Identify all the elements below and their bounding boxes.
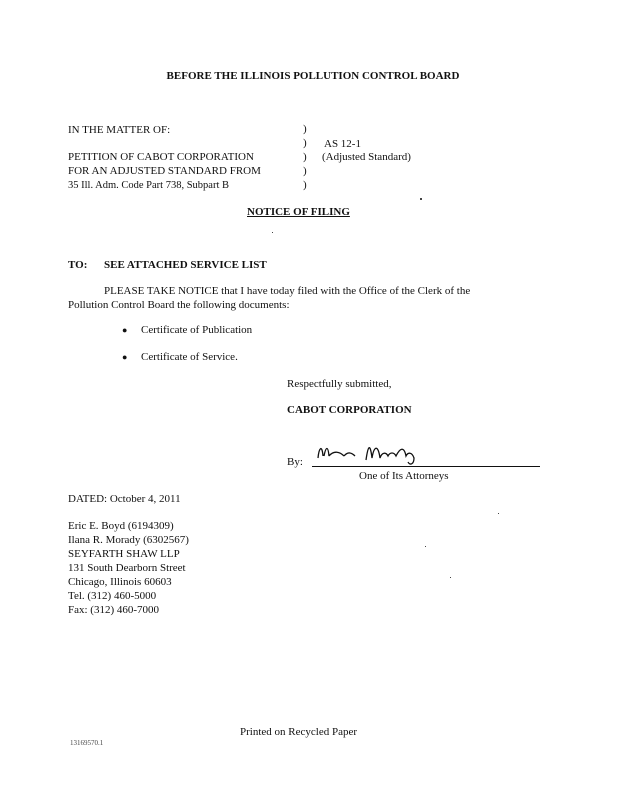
document-item-2: Certificate of Service. xyxy=(141,351,238,363)
caption-paren-5: ) xyxy=(303,179,307,191)
attorney-phone: Tel. (312) 460-5000 xyxy=(68,590,157,602)
scan-speck xyxy=(272,232,273,233)
attorney-firm: SEYFARTH SHAW LLP xyxy=(68,548,180,560)
attorney-fax: Fax: (312) 460-7000 xyxy=(68,604,160,616)
scan-speck xyxy=(498,513,499,514)
case-type: (Adjusted Standard) xyxy=(322,151,411,163)
petition-line-2: FOR AN ADJUSTED STANDARD FROM xyxy=(68,165,261,177)
caption-paren-1: ) xyxy=(303,123,307,135)
signature-by-label: By: xyxy=(287,456,303,468)
dated: DATED: October 4, 2011 xyxy=(68,493,181,505)
attorney-line-4: 131 South Dearborn Street xyxy=(68,562,186,574)
footer-recycled: Printed on Recycled Paper xyxy=(240,726,357,738)
signature-line xyxy=(312,466,540,467)
caption-paren-3: ) xyxy=(303,151,307,163)
petition-line-3: 35 Ill. Adm. Code Part 738, Subpart B xyxy=(68,180,229,191)
caption-paren-2: ) xyxy=(303,137,307,149)
petition-line-1: PETITION OF CABOT CORPORATION xyxy=(68,151,254,163)
closing: Respectfully submitted, xyxy=(287,378,392,390)
bullet-icon: ● xyxy=(122,352,128,362)
scan-speck xyxy=(425,546,426,547)
attorney-line-1: Eric E. Boyd (6194309) xyxy=(68,520,174,532)
scan-speck xyxy=(450,577,451,578)
company-name: CABOT CORPORATION xyxy=(287,404,412,416)
to-label: TO: xyxy=(68,259,88,271)
page-title: BEFORE THE ILLINOIS POLLUTION CONTROL BOARD xyxy=(166,70,460,82)
body-line-2: Pollution Control Board the following documents: xyxy=(68,299,290,311)
document-item-1: Certificate of Publication xyxy=(141,324,253,336)
caption-paren-4: ) xyxy=(303,165,307,177)
notice-heading: NOTICE OF FILING xyxy=(247,206,350,218)
attorney-line-2: Ilana R. Morady (6302567) xyxy=(68,534,189,546)
to-value: SEE ATTACHED SERVICE LIST xyxy=(104,259,267,271)
caption-matter: IN THE MATTER OF: xyxy=(68,124,171,136)
bullet-icon: ● xyxy=(122,325,128,335)
case-number: AS 12-1 xyxy=(324,138,361,150)
body-line-1: PLEASE TAKE NOTICE that I have today filed with the Office of the Clerk of the xyxy=(104,285,471,297)
scan-speck xyxy=(420,198,422,200)
attorney-line-5: Chicago, Illinois 60603 xyxy=(68,576,172,588)
signature-role: One of Its Attorneys xyxy=(359,470,449,482)
document-id: 13169570.1 xyxy=(70,739,104,747)
